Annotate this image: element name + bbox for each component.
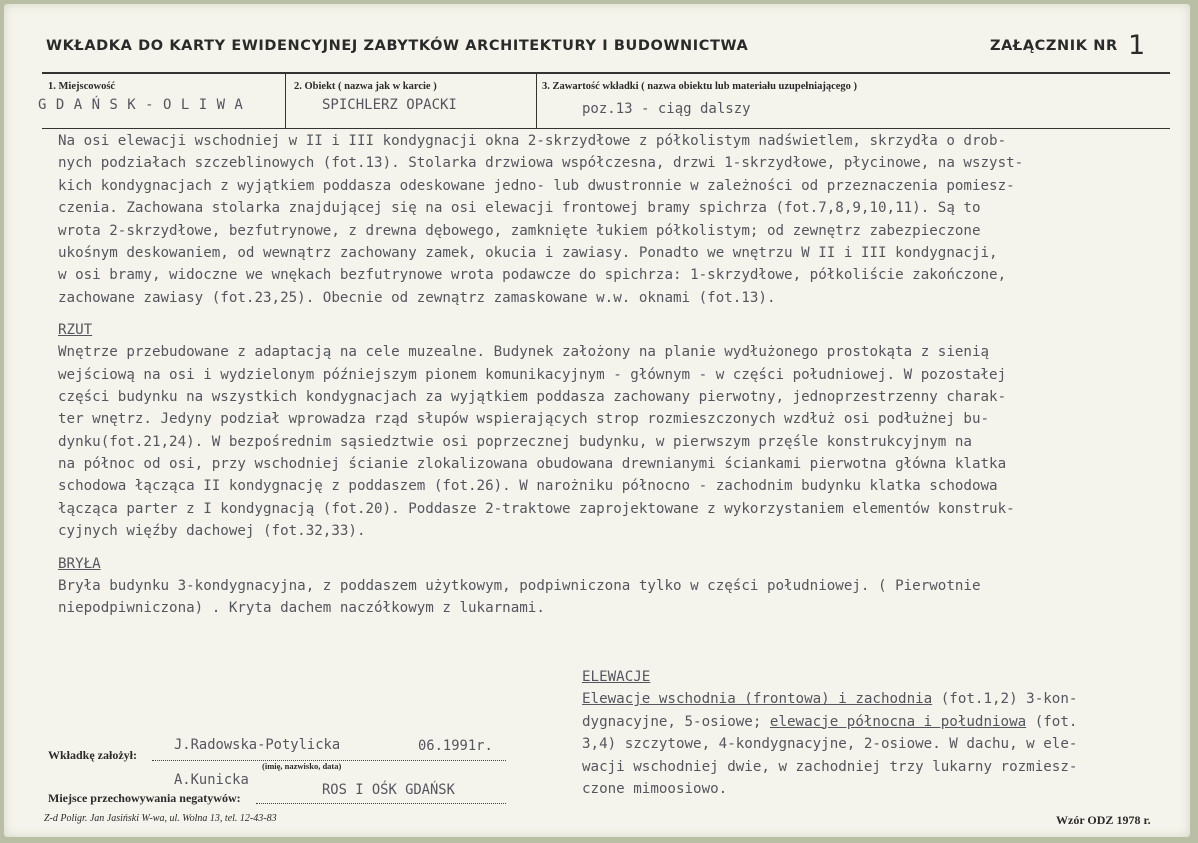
text-line: schodowa łącząca II kondygnację z poddaszem (fot.26). W narożniku północno - zachodnim budynku klatka schodowa bbox=[58, 478, 998, 495]
location-value: G D A Ń S K - O L I W A bbox=[38, 97, 244, 113]
text-line: kich kondygnacjach z wyjątkiem poddasza odeskowane jedno- lub dwustronnie w zależności od przeznaczenia pomiesz- bbox=[58, 177, 1015, 194]
bryla-heading: BRYŁA bbox=[58, 555, 101, 572]
negatives-dotted-line bbox=[256, 803, 506, 804]
document-body bbox=[58, 130, 1178, 619]
text-line: Na osi elewacji wschodniej w II i III kondygnacji okna 2-skrzydłowe z półkolistym nadświetlem, skrzydła o drob- bbox=[58, 133, 1007, 149]
text-line: wejściową na osi i wydzielonym późniejszym pionem komunikacyjnym - głównym - w części południowej. W pozostałej bbox=[58, 366, 1007, 383]
text-fragment: (fot.1,2) 3-kon- bbox=[932, 691, 1078, 708]
text-line bbox=[582, 711, 1182, 733]
text-line: na północ od osi, przy wschodniej ścianie zlokalizowana obudowana drewnianymi ściankami pierwotna główna klatka bbox=[58, 456, 1007, 473]
annex-label: ZAŁĄCZNIK NR bbox=[990, 38, 1118, 54]
document-title: WKŁADKA DO KARTY EWIDENCYJNEJ ZABYTKÓW ARCHITEKTURY I BUDOWNICTWA bbox=[46, 38, 749, 54]
header-rule bbox=[42, 72, 1170, 74]
underlined-phrase: Elewacje wschodnia (frontowa) i zachodnia bbox=[582, 691, 933, 708]
location-label: 1. Miejscowość bbox=[48, 81, 116, 92]
text-line: czenia. Zachowana stolarka znajdującej się na osi elewacji frontowej bramy spichrza (fot.7,8,9,10,11). Są to bbox=[58, 200, 981, 217]
text-line: Wnętrze przebudowane z adaptacją na cele muzealne. Budynek założony na planie wydłużonego prostokąta z sienią bbox=[58, 344, 990, 361]
document-card bbox=[4, 4, 1190, 837]
rzut-heading: RZUT bbox=[58, 322, 93, 339]
object-label: 2. Obiekt ( nazwa jak w karcie ) bbox=[294, 81, 437, 92]
fields-bottom-rule bbox=[42, 128, 1170, 129]
elewacje-heading: ELEWACJE bbox=[582, 669, 651, 685]
negatives-label: Miejsce przechowywania negatywów: bbox=[48, 791, 241, 805]
elewacje-section bbox=[582, 666, 1182, 800]
text-line: czone mimoosiowo. bbox=[582, 780, 728, 797]
text-line: części budynku na wszystkich kondygnacjach za wyjątkiem poddasza zachowany pierwotny, jednoprzestrzenny charak- bbox=[58, 388, 1007, 405]
text-line bbox=[582, 688, 1182, 710]
text-line: zachowane zawiasy (fot.23,25). Obecnie od zewnątrz zamaskowane w.w. oknami (fot.13). bbox=[58, 289, 776, 306]
text-line: ukośnym deskowaniem, od wewnątrz zachowany zamek, okucia i zawiasy. Ponadto we wnętrzu W II i III kondygnacji, bbox=[58, 244, 998, 261]
text-line: nych podziałach szczeblinowych (fot.13). Stolarka drzwiowa współczesna, drzwi 1-skrzydłowe, płycinowe, na wszyst- bbox=[58, 155, 1024, 172]
negatives-value: ROS I OŚK GDAŃSK bbox=[322, 782, 455, 798]
text-line: 3,4) szczytowe, 4-kondygnacyjne, 2-osiowe. W dachu, w ele- bbox=[582, 736, 1078, 753]
text-line: Bryła budynku 3-kondygnacyjna, z poddaszem użytkowym, podpiwniczona tylko w części południowej. ( Pierwotnie bbox=[58, 577, 981, 594]
form-pattern: Wzór ODZ 1978 r. bbox=[1056, 813, 1151, 827]
field-divider-1 bbox=[285, 73, 286, 129]
underlined-phrase: elewacje północna i południowa bbox=[769, 713, 1027, 730]
text-line: wacji wschodniej dwie, w zachodniej trzy lukarny rozmiesz- bbox=[582, 758, 1078, 775]
printer-info: Z-d Poligr. Jan Jasiński W-wa, ul. Wolna 13, tel. 12-43-83 bbox=[44, 813, 277, 824]
text-line: w osi bramy, widoczne we wnękach bezfutrynowe wrota podawcze do spichrza: 1-skrzydłowe, półkoliście zakończone, bbox=[58, 267, 1007, 284]
annex-number: 1 bbox=[1128, 30, 1146, 61]
text-fragment: (fot. bbox=[1026, 713, 1078, 730]
text-fragment: dygnacyjne, 5-osiowe; bbox=[582, 713, 770, 730]
content-label: 3. Zawartość wkładki ( nazwa obiektu lub materiału uzupełniającego ) bbox=[542, 81, 858, 92]
founder-label: Wkładkę założył: bbox=[48, 748, 137, 762]
second-name: A.Kunicka bbox=[174, 772, 249, 788]
text-line: ter wnętrz. Jedyny podział wprowadza rząd słupów wspierających strop rozmieszczonych wzdłuż osi podłużnej bu- bbox=[58, 411, 990, 428]
text-line: cyjnych więźby dachowej (fot.32,33). bbox=[58, 523, 366, 540]
field-divider-2 bbox=[536, 73, 537, 129]
founder-caption: (imię, nazwisko, data) bbox=[262, 761, 342, 771]
content-value: poz.13 - ciąg dalszy bbox=[582, 101, 751, 117]
founder-name: J.Radowska-Potylicka bbox=[174, 737, 341, 753]
object-value: SPICHLERZ OPACKI bbox=[322, 97, 457, 113]
text-line: dynku(fot.21,24). W bezpośrednim sąsiedztwie osi poprzecznej budynku, w pierwszym przęśle konstrukcyjnym na bbox=[58, 433, 972, 450]
text-line: wrota 2-skrzydłowe, bezfutrynowe, z drewna dębowego, zamknięte łukiem półkolistym; od zewnętrz zabezpieczone bbox=[58, 222, 981, 239]
founder-date: 06.1991r. bbox=[418, 738, 493, 754]
text-line: łącząca parter z I kondygnacją (fot.20). Poddasze 2-traktowe zaprojektowane z wykorzystaniem elementów konstruk- bbox=[58, 500, 1015, 517]
text-line: niepodpiwniczona) . Kryta dachem naczółkowym z lukarnami. bbox=[58, 600, 545, 617]
